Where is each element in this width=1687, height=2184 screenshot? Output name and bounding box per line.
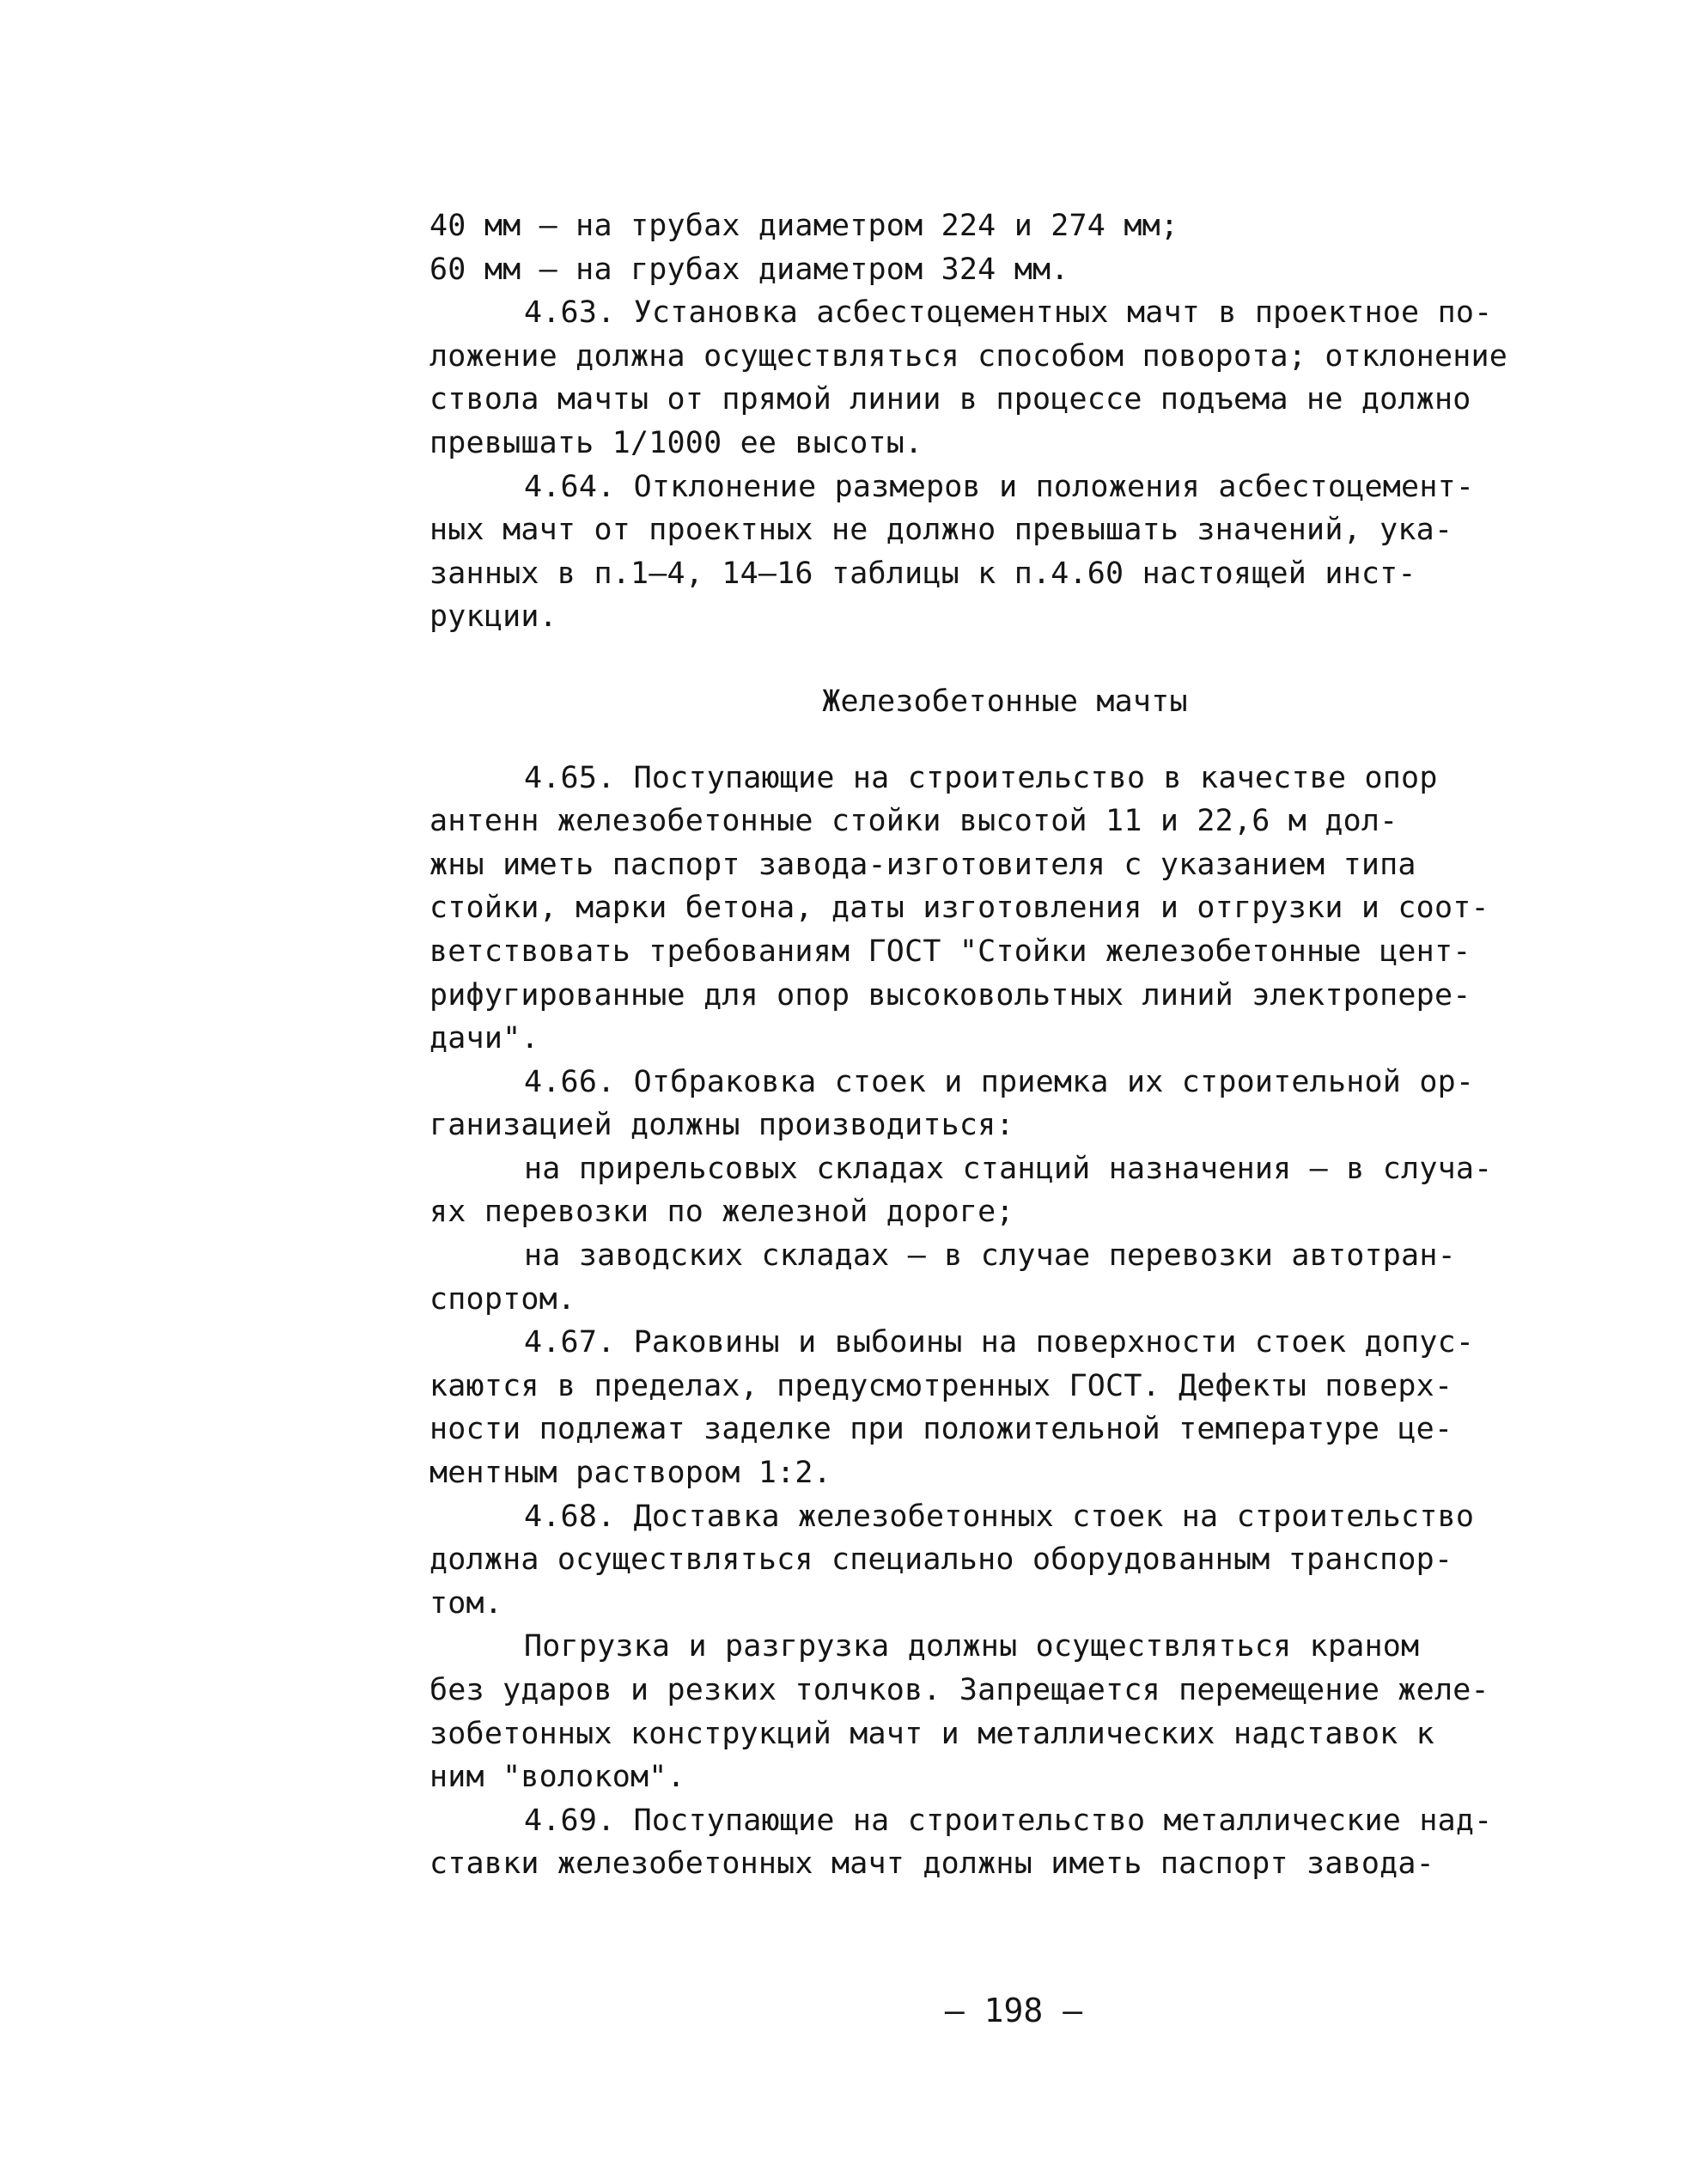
paragraph-start: 4.63. Установка асбестоцементных мачт в проектное по- — [524, 295, 1493, 331]
text-line: ветствовать требованиям ГОСТ "Стойки железобетонные цент- — [429, 934, 1471, 969]
text-line: занных в п.1–4, 14–16 таблицы к п.4.60 настоящей инст- — [429, 556, 1416, 591]
text-line: зобетонных конструкций мачт и металлических надставок к — [429, 1716, 1434, 1751]
paragraph-start: на заводских складах – в случае перевозки автотран- — [524, 1238, 1456, 1274]
body-text — [429, 204, 1580, 1886]
text-line: ставки железобетонных мачт должны иметь паспорт завода- — [429, 1846, 1434, 1882]
paragraph-start: 4.66. Отбраковка стоек и приемка их строительной ор- — [524, 1064, 1475, 1099]
text-line: спортом. — [429, 1281, 576, 1317]
text-line: ложение должна осуществляться способом поворота; отклонение — [429, 338, 1508, 374]
text-line: ним "волоком". — [429, 1760, 685, 1795]
text-line: без ударов и резких толчков. Запрещается перемещение желе- — [429, 1673, 1489, 1707]
text-line: антенн железобетонные стойки высотой 11 и 22,6 м дол- — [429, 804, 1398, 839]
text-line: ганизацией должны производиться: — [429, 1108, 1014, 1143]
text-line: жны иметь паспорт завода-изготовителя с указанием типа — [429, 847, 1416, 882]
text-line: ствола мачты от прямой линии в процессе подъема не должно — [429, 382, 1471, 417]
paragraph-start: 4.67. Раковины и выбоины на поверхности стоек допус- — [524, 1325, 1475, 1360]
text-line: ментным раствором 1:2. — [429, 1456, 831, 1491]
text-line: 40 мм – на трубах диаметром 224 и 274 мм; — [429, 209, 1179, 243]
page-number: – 198 – — [944, 1992, 1083, 2029]
text-line: стойки, марки бетона, даты изготовления и отгрузки и соот- — [429, 891, 1489, 926]
text-line: рукции. — [429, 599, 557, 635]
text-line: дачи". — [429, 1021, 539, 1056]
paragraph-start: 4.69. Поступающие на строительство металлические над- — [524, 1803, 1493, 1838]
paragraph-start: на прирельсовых складах станций назначения – в случа- — [524, 1151, 1493, 1186]
paragraph-start: Погрузка и разгрузка должны осуществляться краном — [524, 1629, 1420, 1664]
text-line: превышать 1/1000 ее высоты. — [429, 425, 923, 460]
text-line: должна осуществляться специально оборудованным транспор- — [429, 1542, 1453, 1578]
text-line: рифугированные для опор высоковольтных линий электропере- — [429, 977, 1471, 1013]
text-line: ных мачт от проектных не должно превышать значений, ука- — [429, 513, 1453, 548]
text-line: ности подлежат заделке при положительной температуре це- — [429, 1412, 1453, 1447]
text-line: том. — [429, 1585, 503, 1621]
text-line: каются в пределах, предусмотренных ГОСТ. Дефекты поверх- — [429, 1368, 1453, 1403]
text-line: 60 мм – на грубах диаметром 324 мм. — [429, 252, 1069, 287]
paragraph-start: 4.65. Поступающие на строительство в качестве опор — [524, 760, 1438, 795]
section-heading: Железобетонные мачты — [822, 684, 1188, 719]
paragraph-start: 4.68. Доставка железобетонных стоек на строительство — [524, 1499, 1475, 1534]
paragraph-start: 4.64. Отклонение размеров и положения асбестоцемент- — [524, 469, 1475, 504]
text-line: ях перевозки по железной дороге; — [429, 1195, 1014, 1230]
